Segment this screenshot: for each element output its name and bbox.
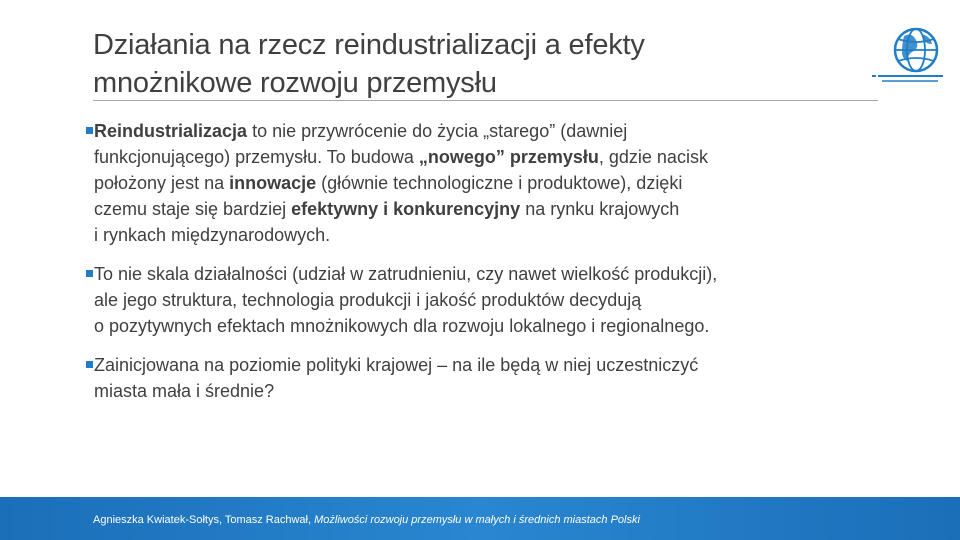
bold-text: „nowego” przemysłu	[418, 147, 599, 167]
slide-title	[93, 26, 783, 102]
square-bullet-icon	[86, 127, 93, 134]
footer-citation	[93, 514, 640, 526]
text-run: to nie przywrócenie do życia „starego” (dawniej	[247, 121, 628, 141]
slide-title-line-2: mnożnikowe rozwoju przemysłu	[93, 67, 497, 99]
footer-authors: Agnieszka Kwiatek-Sołtys, Tomasz Rachwał,	[93, 514, 315, 526]
text-run: na rynku krajowych	[520, 199, 680, 219]
text-run: o pozytywnych efektach mnożnikowych dla rozwoju lokalnego i regionalnego.	[94, 316, 710, 336]
bullet-line	[94, 352, 886, 378]
text-run: i rynkach międzynarodowych.	[94, 225, 331, 245]
bullet-line	[94, 287, 886, 313]
bullet-item-1	[86, 118, 886, 248]
text-run: Zainicjowana na poziomie polityki krajowej – na ile będą w niej uczestniczyć	[94, 355, 699, 375]
bullet-item-2	[86, 261, 886, 339]
bold-text: Reindustrializacja	[94, 121, 248, 141]
square-bullet-icon	[86, 361, 93, 368]
footer-bar	[0, 497, 960, 540]
bold-text: innowacje	[229, 173, 317, 193]
bullet-line	[94, 170, 886, 196]
bullet-line	[94, 118, 886, 144]
text-run: funkcjonującego) przemysłu. To budowa	[94, 147, 419, 167]
text-run: ale jego struktura, technologia produkcji i jakość produktów decydują	[94, 290, 642, 310]
bold-text: efektywny i konkurencyjny	[291, 199, 521, 219]
text-run: (głównie technologiczne i produktowe), dzięki	[316, 173, 683, 193]
footer-work-title: Możliwości rozwoju przemysłu w małych i średnich miastach Polski	[314, 514, 640, 526]
bullet-item-3	[86, 352, 886, 404]
bullet-line	[94, 313, 886, 339]
square-bullet-icon	[86, 270, 93, 277]
bullet-line	[94, 196, 886, 222]
bullet-list	[86, 118, 886, 404]
bullet-line	[94, 261, 886, 287]
slide-title-line-1: Działania na rzecz reindustrializacji a efekty	[93, 29, 645, 61]
text-run: , gdzie nacisk	[598, 147, 708, 167]
text-run: miasta mała i średnie?	[94, 381, 275, 401]
globe-icon	[868, 20, 948, 86]
text-run: czemu staje się bardziej	[94, 199, 292, 219]
title-divider	[93, 100, 878, 101]
text-run: To nie skala działalności (udział w zatrudnieniu, czy nawet wielkość produkcji),	[94, 264, 718, 284]
bullet-line	[94, 222, 886, 248]
text-run: położony jest na	[94, 173, 230, 193]
bullet-line	[94, 144, 886, 170]
bullet-line	[94, 378, 886, 404]
